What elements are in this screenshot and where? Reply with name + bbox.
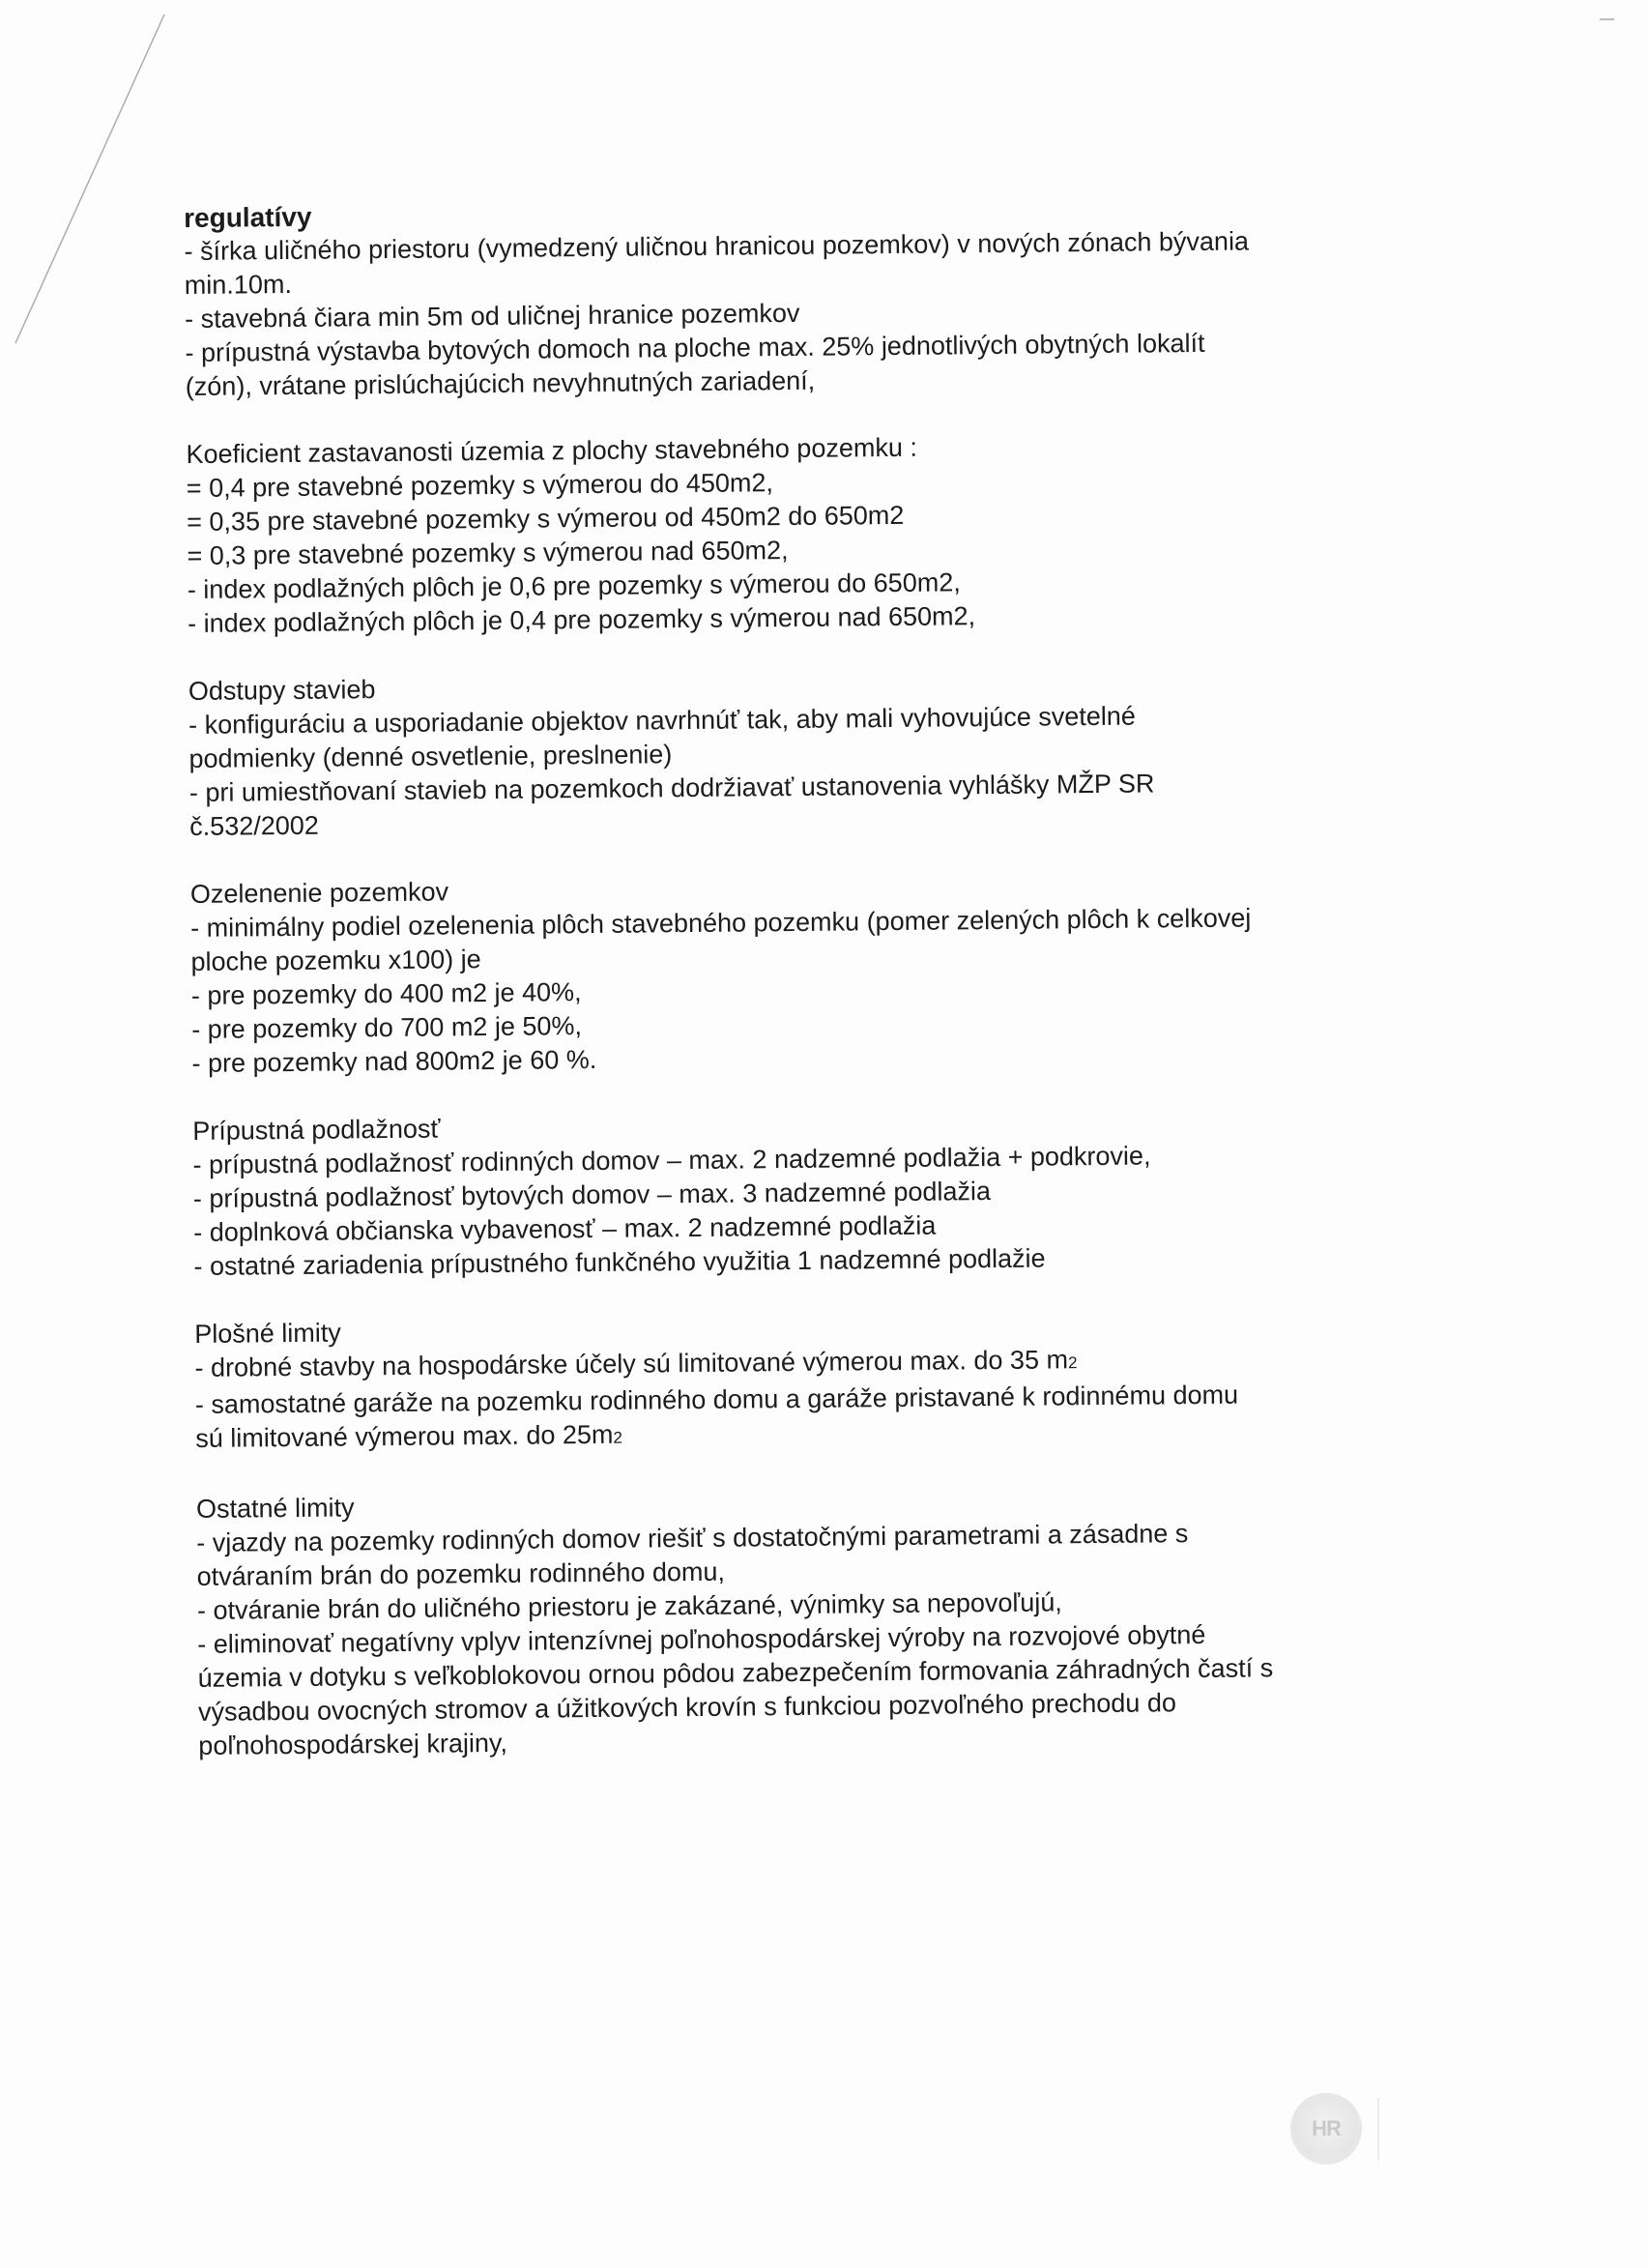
section-heading: Prípustná podlažnosť	[192, 1114, 441, 1146]
unit-subscript: 2	[613, 1428, 623, 1447]
text-line: = 0,3 pre stavebné pozemky s výmerou nad 650m2,	[187, 536, 789, 570]
text-line: - šírka uličného priestoru (vymedzený uličnou hranicou pozemkov) v nových zónach bývania	[184, 226, 1250, 266]
text-line: výsadbou ovocných stromov a úžitkových krovín s funkciou pozvoľného prechodu do	[197, 1688, 1177, 1727]
text-line: - stavebná čiara min 5m od uličnej hranice pozemkov	[185, 298, 800, 334]
text-line: (zón), vrátane prislúchajúcich nevyhnutných zariadení,	[185, 365, 816, 401]
text-line: - pre pozemky do 400 m2 je 40%,	[190, 977, 582, 1010]
section-odstupy	[188, 662, 1447, 843]
text-line: - prípustná podlažnosť rodinných domov – max. 2 nadzemné podlažia + podkrovie,	[192, 1141, 1151, 1179]
text-line: č.532/2002	[189, 810, 319, 841]
section-heading: Ostatné limity	[195, 1493, 355, 1524]
text-line: - eliminovať negatívny vplyv intenzívnej poľnohospodárskej výroby na rozvojové obytné	[197, 1619, 1206, 1659]
section-ostatne-limity	[196, 1480, 1456, 1762]
text-line: - prípustná výstavba bytových domoch na ploche max. 25% jednotlivých obytných lokalít	[185, 328, 1205, 367]
text-line: - samostatné garáže na pozemku rodinného domu a garáže pristavané k rodinnému domu	[194, 1380, 1239, 1419]
text-line: - otváranie brán do uličného priestoru je zakázané, výnimky sa nepovoľujú,	[196, 1587, 1062, 1625]
text-line-content: - drobné stavby na hospodárske účely sú limitované výmerou max. do 35 m	[194, 1345, 1069, 1382]
section-heading: Koeficient zastavanosti územia z plochy stavebného pozemku :	[186, 432, 918, 469]
text-line: - doplnková občianska vybavenosť – max. 2 nadzemné podlažia	[193, 1210, 937, 1247]
section-ozelenenie	[190, 865, 1449, 1080]
text-line: - index podlažných plôch je 0,4 pre pozemky s výmerou nad 650m2,	[188, 601, 976, 638]
section-plosne-limity	[194, 1305, 1452, 1458]
text-line-content: sú limitované výmerou max. do 25m	[195, 1419, 614, 1453]
section-heading: Plošné limity	[194, 1318, 341, 1349]
text-line: - pre pozemky nad 800m2 je 60 %.	[191, 1044, 597, 1078]
text-line: - index podlažných plôch je 0,6 pre pozemky s výmerou do 650m2,	[187, 567, 961, 604]
text-line: - pri umiestňovaní stavieb na pozemkoch dodržiavať ustanovenia vyhlášky MŽP SR	[188, 769, 1155, 807]
text-line: - minimálny podiel ozelenenia plôch stavebného pozemku (pomer zelených plôch k celkovej	[190, 903, 1252, 943]
stamp-divider	[1377, 2098, 1379, 2161]
section-heading: Odstupy stavieb	[188, 675, 376, 706]
hr-stamp: HR	[1290, 2093, 1362, 2165]
section-podlaznost	[192, 1102, 1451, 1283]
text-line: = 0,4 pre stavebné pozemky s výmerou do 450m2,	[186, 468, 774, 503]
text-line: min.10m.	[184, 269, 293, 300]
section-heading: Ozelenenie pozemkov	[189, 877, 449, 909]
text-line: - pre pozemky do 700 m2 je 50%,	[191, 1011, 583, 1044]
text-line: - ostatné zariadenia prípustného funkčného využitia 1 nadzemné podlažie	[193, 1243, 1046, 1281]
document-body	[184, 189, 1456, 1797]
text-line: - vjazdy na pozemky rodinných domov riešiť s dostatočnými parametrami a zásadne s	[196, 1519, 1189, 1557]
text-line: ploche pozemku x100) je	[190, 945, 481, 976]
text-line: = 0,35 pre stavebné pozemky s výmerou od 450m2 do 650m2	[187, 500, 905, 537]
text-line: otváraním brán do pozemku rodinného domu,	[196, 1556, 726, 1591]
unit-subscript: 2	[1067, 1353, 1078, 1373]
text-line: - prípustná podlažnosť bytových domov – max. 3 nadzemné podlažia	[192, 1177, 992, 1213]
text-line: poľnohospodárskej krajiny,	[198, 1728, 508, 1760]
text-line: územia v dotyku s veľkoblokovou ornou pôdou zabezpečením formovania záhradných častí s	[197, 1653, 1274, 1693]
section-heading: regulatívy	[184, 201, 312, 233]
text-line: - konfiguráciu a usporiadanie objektov navrhnúť tak, aby mali vyhovujúce svetelné	[188, 701, 1136, 740]
text-line: podmienky (denné osvetlenie, preslnenie)	[188, 740, 673, 773]
section-koeficient	[186, 426, 1444, 641]
section-regulativy	[184, 189, 1442, 404]
